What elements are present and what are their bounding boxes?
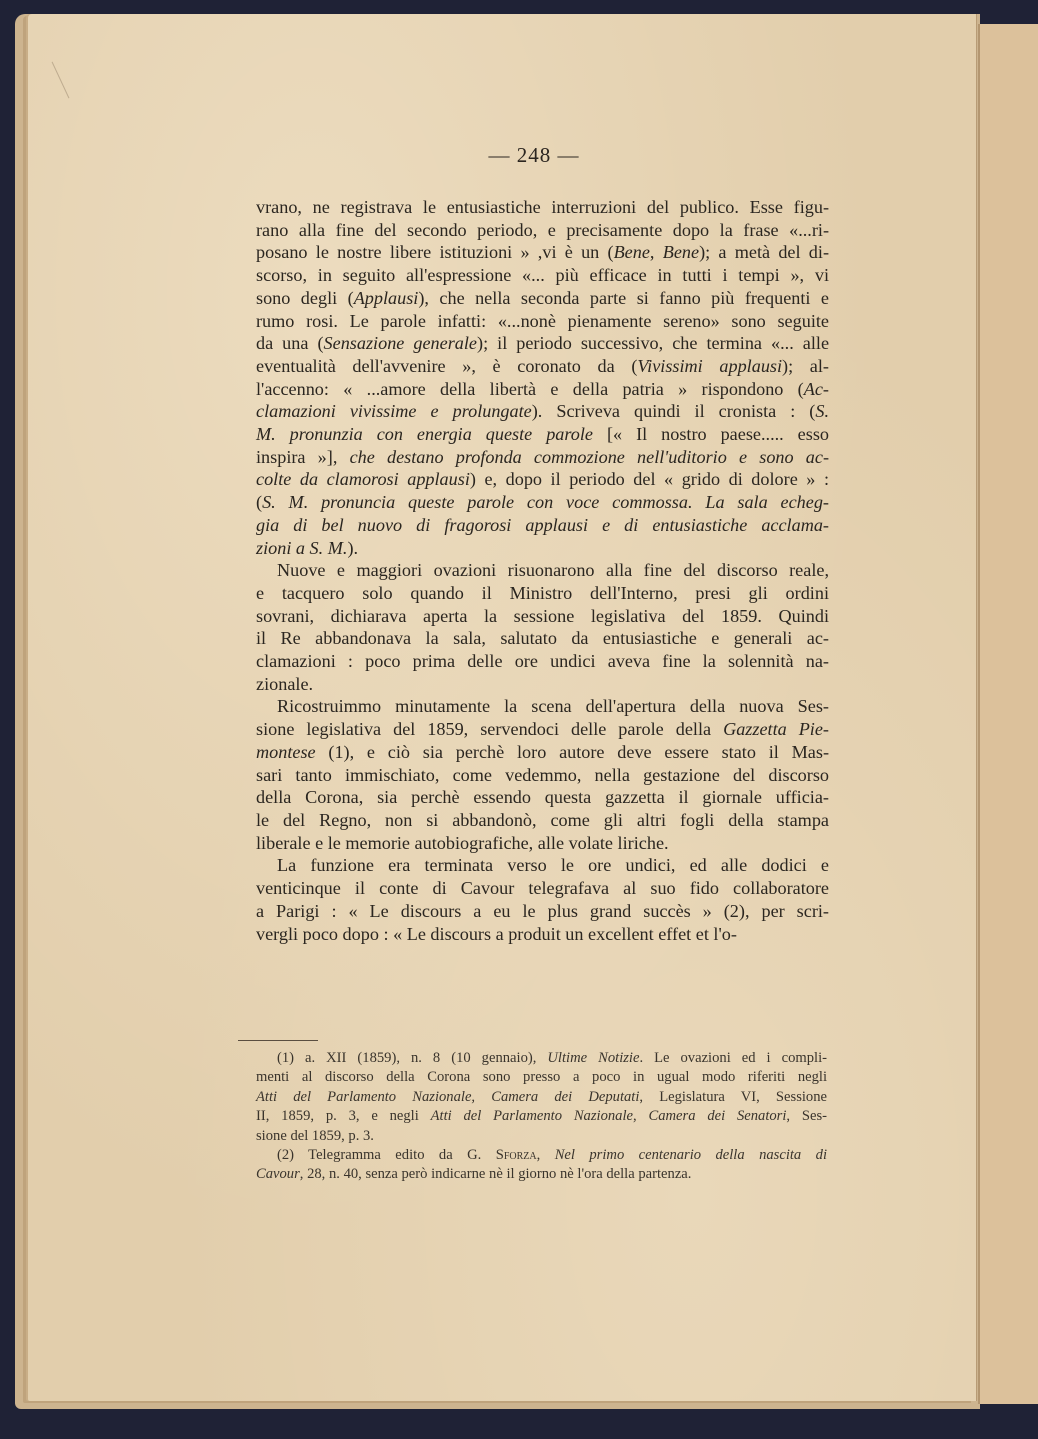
italic-run: Bene	[613, 242, 650, 263]
text-line: II, 1859, p. 3, e negli Atti del Parlamento Nazionale, Camera dei Senatori, Ses-	[256, 1108, 827, 1125]
italic-run: Cavour	[256, 1166, 300, 1183]
text-line: sono degli (Applausi), che nella seconda parte si fanno più frequenti e	[256, 287, 829, 308]
text-line: sari tanto immischiato, come vedemmo, nella gestazione del discorso	[256, 764, 829, 785]
text-line: zionale.	[256, 673, 314, 694]
text-line: Ricostruimmo minutamente la scena dell'apertura della nuova Ses-	[277, 696, 829, 717]
text-line: Atti del Parlamento Nazionale, Camera dei Deputati, Legislatura VI, Sessione	[256, 1088, 827, 1105]
text-line: liberale e le memorie autobiografiche, alle volate liriche.	[256, 832, 669, 853]
text-line: (1) a. XII (1859), n. 8 (10 gennaio), Ultime Notizie. Le ovazioni ed i compli-	[277, 1050, 827, 1066]
italic-run: clamazioni vivissime e prolungate	[256, 401, 532, 422]
italic-run: Ac-	[803, 378, 829, 399]
text-line: (2) Telegramma edito da G. Sforza, Nel primo centenario della nascita di	[277, 1147, 828, 1164]
footnote-2	[256, 1146, 827, 1185]
text-line: il Re abbandonava la sala, salutato da entusiastiche e generali ac-	[256, 628, 829, 649]
italic-run: Ultime Notizie	[547, 1050, 640, 1066]
paragraph-3	[256, 695, 829, 854]
italic-run: montese	[256, 741, 316, 762]
text-line: Nuove e maggiori ovazioni risuonarono alla fine del discorso reale,	[277, 560, 829, 581]
italic-run: colte da clamorosi applausi	[256, 469, 470, 490]
text-line: rano alla fine del secondo periodo, e precisamente dopo la frase «...ri-	[256, 219, 829, 240]
text-line: inspira »], che destano profonda commozione nell'uditorio e sono ac-	[256, 446, 829, 467]
text-line: da una (Sensazione generale); il periodo successivo, che termina «... alle	[256, 333, 830, 354]
italic-run: Applausi	[353, 287, 419, 308]
italic-run: S.	[815, 401, 829, 422]
text-line: La funzione era terminata verso le ore undici, ed alle dodici e	[277, 855, 829, 876]
text-line: (S. M. pronuncia queste parole con voce commossa. La sala echeg-	[256, 492, 829, 513]
text-line: e tacquero solo quando il Ministro dell'Interno, presi gli ordini	[256, 582, 829, 603]
footnote-1	[256, 1049, 827, 1146]
italic-run: Gazzetta Pie-	[723, 719, 829, 740]
text-line: posano le nostre libere istituzioni » ,vi è un (Bene, Bene); a metà del di-	[256, 242, 830, 263]
italic-run: Sensazione generale	[323, 333, 478, 354]
italic-run: che destano profonda commozione nell'uditorio e sono ac-	[349, 446, 829, 467]
italic-run: S. M. pronuncia queste parole con voce commossa. La sala echeg-	[262, 492, 829, 513]
text-line: scorso, in seguito all'espressione «... più efficace in tutti i tempi », vi	[256, 265, 829, 286]
paragraph-2	[256, 559, 829, 695]
italic-run: Vivissimi applausi	[637, 355, 783, 376]
text-line: della Corona, sia perchè essendo questa gazzetta il giornale ufficia-	[256, 787, 829, 808]
text-line	[256, 514, 829, 537]
text-line: colte da clamorosi applausi) e, dopo il periodo del « grido di dolore » :	[256, 469, 829, 490]
text-line: zioni a S. M.).	[256, 537, 359, 558]
footnote-divider	[238, 1040, 318, 1041]
text-line: vergli poco dopo : « Le discours a produit un excellent effet et l'o-	[256, 923, 737, 944]
text-line: sione legislativa del 1859, servendoci delle parole della Gazzetta Pie-	[256, 719, 829, 740]
text-line: venticinque il conte di Cavour telegrafava al suo fido collaboratore	[256, 878, 829, 899]
italic-run: Camera dei Senatori	[648, 1108, 787, 1125]
text-line: l'accenno: « ...amore della libertà e della patria » rispondono (Ac-	[256, 378, 829, 399]
text-line: sovrani, dichiarava aperta la sessione legislativa del 1859. Quindi	[256, 605, 829, 626]
text-line: montese (1), e ciò sia perchè loro autore deve essere stato il Mas-	[256, 741, 829, 762]
small-caps-run: Sforza	[495, 1147, 537, 1164]
text-line: M. pronunzia con energia queste parole [« Il nostro paese..... esso	[256, 424, 829, 445]
paragraph-1	[256, 196, 829, 559]
italic-run: Atti del Parlamento Nazionale, Camera dei Deputati	[256, 1088, 640, 1105]
italic-run: gia di bel nuovo di fragorosi applausi e di entusiastiche acclama-	[256, 514, 829, 535]
text-line: clamazioni : poco prima delle ore undici aveva fine la solennità na-	[256, 651, 829, 672]
footnotes	[256, 1049, 827, 1185]
text-line: vrano, ne registrava le entusiastiche interruzioni del publico. Esse figu-	[256, 197, 829, 217]
italic-run: M. pronunzia con energia queste parole	[256, 424, 594, 445]
text-line: clamazioni vivissime e prolungate). Scriveva quindi il cronista : (S.	[256, 401, 829, 422]
italic-run: Nel primo centenario della nascita di	[554, 1147, 828, 1164]
main-text	[256, 196, 829, 945]
italic-run: zioni a S. M.	[256, 537, 348, 558]
text-line: sione del 1859, p. 3.	[256, 1127, 374, 1144]
text-line: rumo rosi. Le parole infatti: «...nonè pienamente sereno» sono seguite	[256, 310, 829, 331]
page-number: — 248 —	[488, 143, 580, 167]
text-line: a Parigi : « Le discours a eu le plus grand succès » (2), per scri-	[256, 900, 829, 921]
text-line: Cavour, 28, n. 40, senza però indicarne nè il giorno nè l'ora della partenza.	[256, 1166, 692, 1183]
italic-run: Atti del Parlamento Nazionale	[430, 1108, 634, 1125]
paragraph-4	[256, 854, 829, 945]
text-line: eventualità dell'avvenire », è coronato da (Vivissimi applausi); al-	[256, 355, 829, 376]
italic-run: Bene	[662, 242, 700, 263]
text-line: menti al discorso della Corona sono presso a poco in ugual modo riferiti negli	[256, 1069, 827, 1086]
text-line: le del Regno, non si abbandonò, come gli altri fogli della stampa	[256, 809, 829, 830]
adjacent-page-edge	[978, 24, 1038, 1404]
